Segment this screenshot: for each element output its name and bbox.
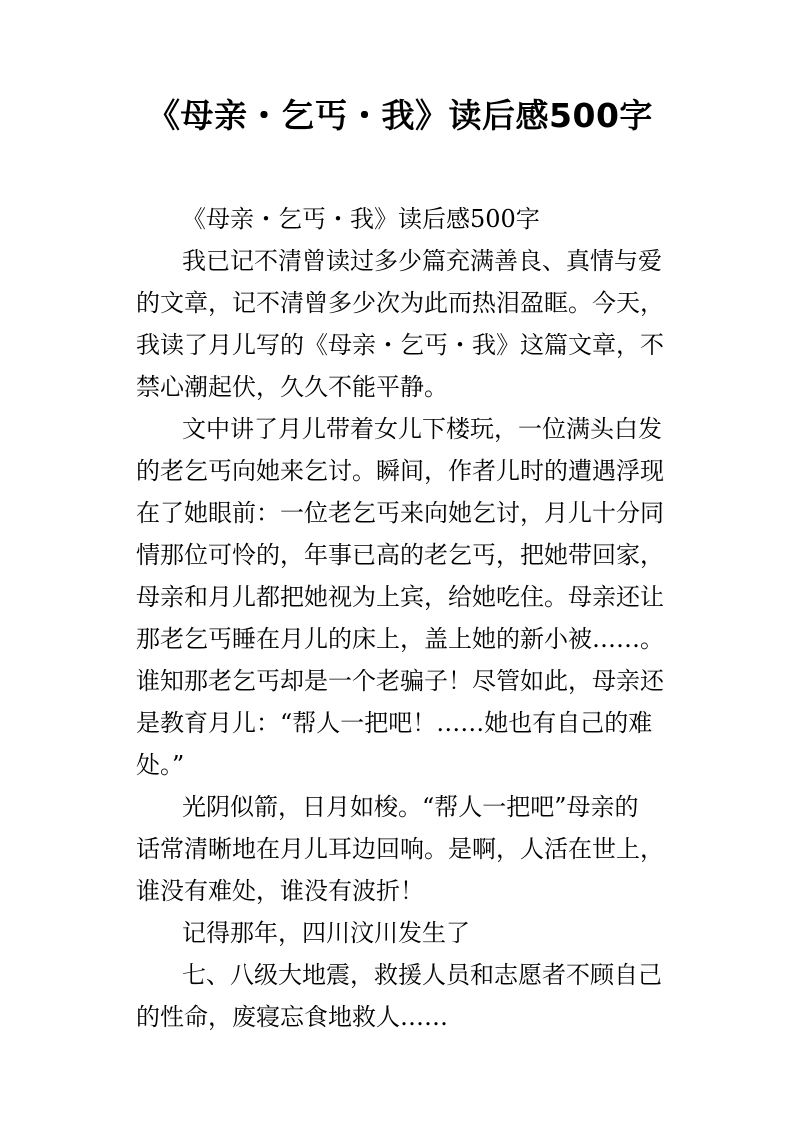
paragraph-line: 谁没有难处，谁没有波折！ [136, 877, 424, 905]
paragraph-line: 禁心潮起伏，久久不能平静。 [136, 373, 448, 401]
paragraph-line: 是教育月儿：“帮人一把吧！……她也有自己的难 [136, 709, 653, 737]
paragraph-line: 的老乞丐向她来乞讨。瞬间，作者儿时的遭遇浮现 [136, 457, 664, 485]
paragraph-line: 处。” [136, 751, 185, 779]
paragraph-line: 话常清晰地在月儿耳边回响。是啊，人活在世上， [136, 835, 664, 863]
document-body [136, 198, 676, 1038]
paragraph-line: 谁知那老乞丐却是一个老骗子！尽管如此，母亲还 [136, 667, 664, 695]
paragraph-line: 我读了月儿写的《母亲・乞丐・我》这篇文章，不 [136, 331, 664, 359]
paragraph-3 [136, 786, 676, 912]
document-title: 《母亲・乞丐・我》读后感500字 [147, 96, 653, 135]
paragraph-line: 母亲和月儿都把她视为上宾，给她吃住。母亲还让 [136, 583, 664, 611]
paragraph-line: 七、八级大地震，救援人员和志愿者不顾自己 [182, 961, 662, 989]
paragraph-line: 情那位可怜的，年事已高的老乞丐，把她带回家， [136, 541, 664, 569]
paragraph-4 [136, 912, 676, 954]
paragraph-line: 文中讲了月儿带着女儿下楼玩，一位满头白发 [182, 415, 662, 443]
paragraph-line: 我已记不清曾读过多少篇充满善良、真情与爱 [182, 247, 662, 275]
paragraph-1 [136, 240, 676, 408]
paragraph-line: 那老乞丐睡在月儿的床上，盖上她的新小被……。 [136, 625, 664, 653]
document-subtitle: 《母亲・乞丐・我》读后感500字 [182, 205, 540, 233]
paragraph-line: 的文章，记不清曾多少次为此而热泪盈眶。今天， [136, 289, 664, 317]
paragraph-2 [136, 408, 676, 786]
paragraph-line: 光阴似箭，日月如梭。“帮人一把吧”母亲的 [182, 793, 639, 821]
paragraph-line: 的性命，废寝忘食地救人…… [136, 1003, 448, 1031]
paragraph-5 [136, 954, 676, 1038]
paragraph-line: 记得那年，四川汶川发生了 [182, 919, 470, 947]
paragraph-line: 在了她眼前：一位老乞丐来向她乞讨，月儿十分同 [136, 499, 664, 527]
